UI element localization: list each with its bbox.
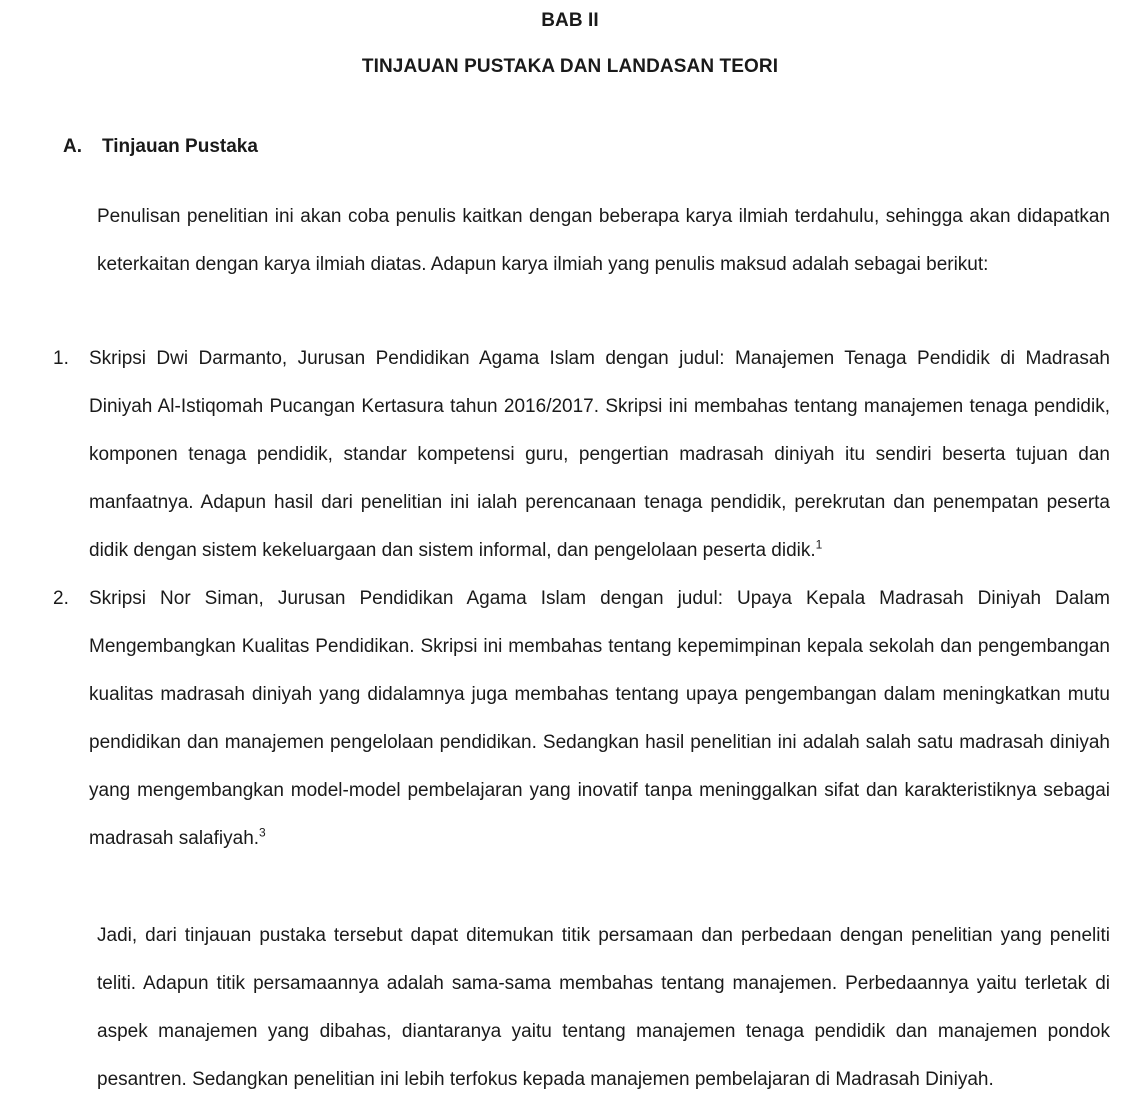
intro-paragraph: Penulisan penelitian ini akan coba penulis kaitkan dengan beberapa karya ilmiah terdahulu, sehingga akan didapatkan keterkaitan dengan karya ilmiah diatas. Adapun karya ilmiah yang penulis maksud adalah sebagai berikut: (97, 206, 1110, 275)
reference-list (0, 289, 1140, 863)
list-item-marker: 1. (53, 348, 69, 369)
list-item-text: Skripsi Nor Siman, Jurusan Pendidikan Agama Islam dengan judul: Upaya Kepala Madrasah Diniyah Dalam Mengembangkan Kualitas Pendidikan. Skripsi ini membahas tentang kepemimpinan kepala sekolah dan pengembangan kualitas madrasah diniyah yang didalamnya juga membahas tentang upaya pengembangan dalam meningkatkan mutu pendidikan dan manajemen pengelolaan pendidikan. Sedangkan hasil penelitian ini adalah salah satu madrasah diniyah yang mengembangkan model-model pembelajaran yang inovatif tanpa meninggalkan sifat dan karakteristiknya sebagai madrasah salafiyah. (89, 588, 1110, 849)
section-heading (0, 80, 1140, 160)
list-item-text: Skripsi Dwi Darmanto, Jurusan Pendidikan Agama Islam dengan judul: Manajemen Tenaga Pendidik di Madrasah Diniyah Al-Istiqomah Pucangan Kertasura tahun 2016/2017. Skripsi ini membahas tentang manajemen tenaga pendidik, komponen tenaga pendidik, standar kompetensi guru, pengertian madrasah diniyah itu sendiri beserta tujuan dan manfaatnya. Adapun hasil dari penelitian ini ialah perencanaan tenaga pendidik, perekrutan dan penempatan peserta didik dengan sistem kekeluargaan dan sistem informal, dan pengelolaan peserta didik. (89, 348, 1110, 561)
chapter-subheading: TINJAUAN PUSTAKA DAN LANDASAN TEORI (361, 56, 779, 77)
list-item-marker: 2. (53, 588, 69, 609)
footnote-reference: 3 (259, 825, 266, 840)
list-item (0, 575, 1140, 863)
chapter-heading: BAB II (541, 10, 599, 31)
footnote-reference: 1 (815, 537, 823, 552)
section-marker: A. (63, 136, 82, 157)
list-item (0, 335, 1140, 575)
closing-paragraph: Jadi, dari tinjauan pustaka tersebut dapat ditemukan titik persamaan dan perbedaan dengan penelitian yang peneliti teliti. Adapun titik persamaannya adalah sama-sama membahas tentang manajemen. Perbedaannya yaitu terletak di aspek manajemen yang dibahas, diantaranya yaitu tentang manajemen tenaga pendidik dan manajemen pondok pesantren. Sedangkan penelitian ini lebih terfokus kepada manajemen pembelajaran di Madrasah Diniyah. (97, 925, 1110, 1090)
section-title: Tinjauan Pustaka (102, 136, 258, 157)
